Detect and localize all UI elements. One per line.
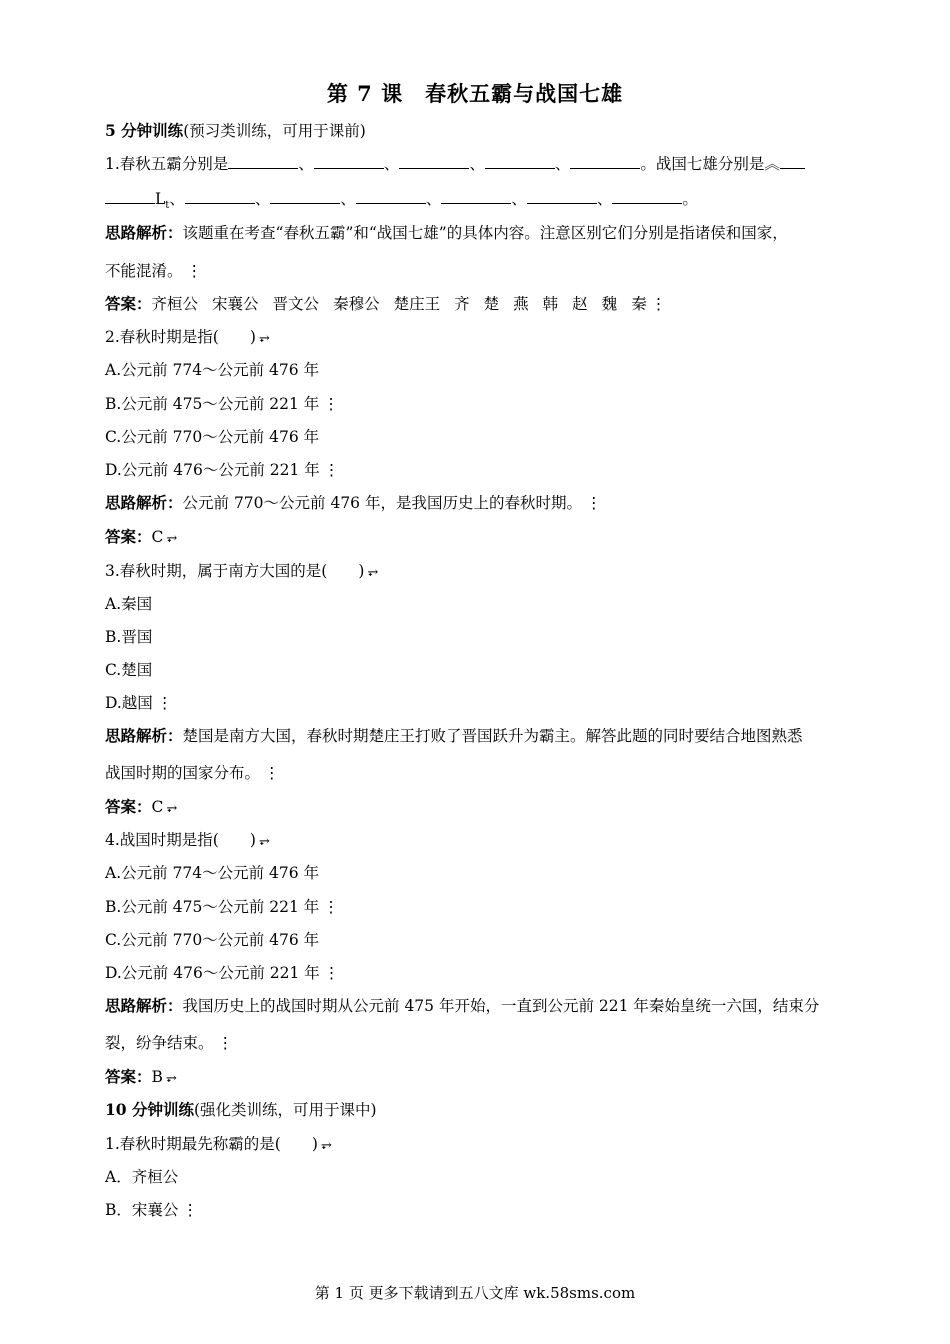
analysis-label: 思路解析： [105, 726, 183, 745]
dots-mark: ⋮ [156, 694, 173, 712]
option-c: C.公元前 770～公元前 476 年 [105, 931, 320, 949]
section-label: 10 分钟训练 [105, 1100, 194, 1119]
option-a: A.秦国 [105, 595, 153, 613]
separator: 、 [511, 190, 527, 208]
separator: 、 [340, 190, 356, 208]
option-d: D.公元前 476～公元前 221 年 ⋮ [105, 964, 340, 982]
analysis-text: 楚国是南方大国，春秋时期楚庄王打败了晋国跃升为霸主。解答此题的同时要结合地图熟悉 [182, 727, 803, 745]
question-1-line-1 [105, 154, 805, 174]
answer-item: 晋文公 [272, 295, 320, 313]
dots-mark: ⋮ [323, 461, 340, 479]
answer-item: 魏 [601, 295, 618, 313]
option-d: D.公元前 476～公元前 221 年 ⋮ [105, 461, 340, 479]
question-3-analysis-cont [105, 763, 280, 783]
caret-mark: ︽ [764, 155, 780, 173]
answer-blank[interactable] [356, 189, 426, 204]
stray-mark: $L_t$ [155, 190, 170, 212]
answer-item: 韩 [542, 295, 559, 313]
hook-icon: ⥅ [165, 1071, 177, 1086]
question-stem: 1.春秋五霸分别是 [105, 155, 229, 173]
option-a: A.公元前 774～公元前 476 年 [105, 864, 320, 882]
answer-value: B [151, 1068, 163, 1086]
separator: 、 [554, 155, 571, 173]
analysis-text: 战国时期的国家分布。 [105, 764, 261, 782]
dots-mark: ⋮ [264, 764, 280, 782]
answer-blank[interactable] [185, 189, 255, 204]
section-note: (强化类训练，可用于课中) [193, 1101, 377, 1119]
question-1-line-2 [105, 189, 698, 216]
answer-blank[interactable] [314, 154, 384, 169]
question-1-analysis-cont [105, 261, 202, 281]
answer-blank[interactable] [527, 189, 597, 204]
hook-icon: ⥅ [320, 1138, 332, 1153]
answer-blank[interactable] [570, 154, 640, 169]
question-4-answer [105, 1067, 177, 1089]
hook-icon: ⥅ [258, 834, 270, 849]
separator: 、 [469, 155, 485, 173]
answer-label: 答案： [105, 1067, 152, 1086]
lesson-title: 第 7 课 春秋五霸与战国七雄 [326, 81, 624, 106]
dots-mark: ⋮ [585, 494, 602, 512]
question-4-analysis-cont [105, 1033, 233, 1053]
question-3-stem: 3.春秋时期，属于南方大国的是( ) ⥅ [105, 561, 378, 583]
answer-item: 楚庄王 [393, 295, 441, 313]
answer-value: C [151, 528, 164, 546]
answer-label: 答案： [105, 527, 152, 546]
analysis-label: 思路解析： [105, 493, 183, 512]
question-1-answer [105, 294, 666, 314]
option-c: C.公元前 770～公元前 476 年 [105, 428, 320, 446]
answer-blank[interactable] [485, 154, 555, 169]
hook-icon: ⥅ [166, 531, 178, 546]
answer-blank[interactable] [105, 189, 155, 204]
answer-item: 秦 [631, 295, 647, 313]
option-a: A.公元前 774～公元前 476 年 [105, 361, 320, 379]
analysis-text: 裂，纷争结束。 [105, 1034, 214, 1052]
answer-item: 齐 [454, 295, 470, 313]
option-c: C.楚国 [105, 661, 153, 679]
answer-item: 楚 [483, 295, 500, 313]
answer-blank[interactable] [780, 154, 805, 169]
dots-mark: ⋮ [323, 964, 340, 982]
separator: 、 [169, 190, 185, 208]
answer-blank[interactable] [270, 189, 340, 204]
option-d: D.越国 ⋮ [105, 694, 173, 712]
answer-blank[interactable] [441, 189, 511, 204]
section-header-5min [105, 121, 366, 141]
period: 。 [682, 190, 698, 208]
dots-mark: ⋮ [323, 898, 339, 916]
answer-label: 答案： [105, 294, 152, 313]
answer-item: 秦穆公 [333, 295, 380, 313]
answer-item: 燕 [513, 295, 529, 313]
section-label: 5 分钟训练 [105, 121, 184, 140]
separator: 、 [298, 155, 314, 173]
answer-item: 齐桓公 [151, 295, 199, 313]
dots-mark: ⋮ [217, 1034, 234, 1052]
dots-mark: ⋮ [186, 262, 203, 280]
option-b: B.公元前 475～公元前 221 年 ⋮ [105, 898, 339, 916]
analysis-text: 我国历史上的战国时期从公元前 475 年开始，一直到公元前 221 年秦始皇统一六国，结束分 [182, 997, 820, 1015]
question-3-analysis [105, 726, 803, 746]
separator: 、 [596, 190, 613, 208]
question-2-answer [105, 527, 177, 549]
answer-item: 宋襄公 [212, 295, 259, 313]
section-note: (预习类训练，可用于课前) [183, 122, 366, 140]
separator: 、 [254, 190, 271, 208]
hook-icon: ⥅ [166, 801, 178, 816]
answer-label: 答案： [105, 797, 152, 816]
option-a: A．齐桓公 [105, 1168, 179, 1186]
question-4-stem: 4.战国时期是指( ) ⥅ [105, 830, 270, 852]
question-4-analysis [105, 996, 819, 1016]
option-b: B.晋国 [105, 628, 153, 646]
option-b: B.公元前 475～公元前 221 年 ⋮ [105, 395, 339, 413]
question-2-stem: 2.春秋时期是指( ) ⥅ [105, 327, 270, 349]
hook-icon: ⥅ [258, 331, 270, 346]
question-5-stem: 1.春秋时期最先称霸的是( ) ⥅ [105, 1134, 332, 1156]
dots-mark: ⋮ [182, 1201, 198, 1219]
question-2-analysis [105, 493, 601, 513]
analysis-text: 该题重在考查“春秋五霸”和“战国七雄”的具体内容。注意区别它们分别是指诸侯和国家， [182, 224, 788, 242]
hook-icon: ⥅ [367, 565, 379, 580]
analysis-text: 不能混淆。 [105, 262, 183, 280]
section-header-10min [105, 1100, 377, 1120]
answer-blank[interactable] [228, 154, 298, 169]
answer-blank[interactable] [612, 189, 682, 204]
answer-item: 赵 [572, 295, 588, 313]
analysis-text: 公元前 770～公元前 476 年，是我国历史上的春秋时期。 [182, 494, 582, 512]
answer-value: C [151, 798, 164, 816]
question-stem-mid: 。战国七雄分别是 [640, 155, 765, 173]
question-1-analysis [105, 223, 788, 243]
analysis-label: 思路解析： [105, 996, 183, 1015]
option-b: B．宋襄公 ⋮ [105, 1201, 198, 1219]
answer-blank[interactable] [399, 154, 469, 169]
page-footer: 第 1 页 更多下载请到五八文库 wk.58sms.com [314, 1284, 636, 1302]
separator: 、 [383, 155, 400, 173]
question-3-answer [105, 797, 177, 819]
separator: 、 [425, 190, 442, 208]
analysis-label: 思路解析： [105, 223, 183, 242]
dots-mark: ⋮ [650, 295, 667, 313]
dots-mark: ⋮ [323, 395, 339, 413]
